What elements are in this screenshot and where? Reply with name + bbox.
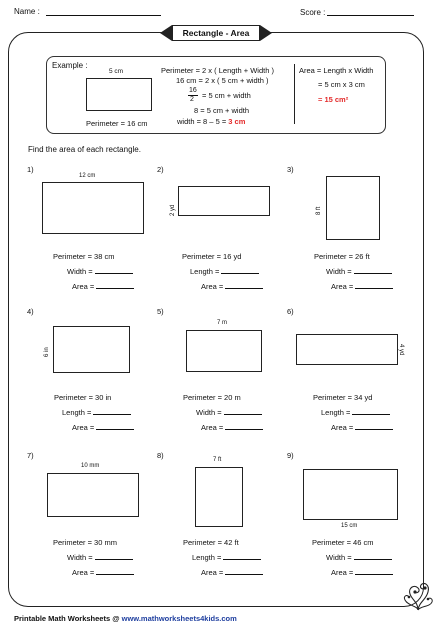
rectangle-figure [178,186,270,216]
problem-number: 7) [27,451,34,460]
banner-left-arrow-icon [160,25,172,41]
example-fraction-numerator: 16 [189,87,197,94]
footer-prefix: Printable Math Worksheets @ [14,614,120,623]
example-step-2: 16 cm = 2 x ( 5 cm + width ) [176,76,269,85]
example-step-4: 8 = 5 cm + width [194,106,250,115]
area-row [331,423,393,432]
answer-blank[interactable] [354,268,392,274]
perimeter-text: Perimeter = 30 mm [53,538,117,547]
problem-number: 5) [157,307,164,316]
name-label: Name : [14,7,40,16]
answer-blank[interactable] [354,554,392,560]
width-row [326,553,392,562]
width-row [196,408,262,417]
banner-right-arrow-icon [260,25,272,41]
perimeter-text: Perimeter = 30 in [54,393,112,402]
width-label: Width = [326,267,352,276]
area-label: Area = [331,423,354,432]
score-field[interactable] [327,15,414,16]
width-row [326,267,392,276]
area-label: Area = [201,282,224,291]
area-row [72,423,134,432]
side-label: 7 m [217,320,228,326]
example-step-1: Perimeter = 2 x ( Length + Width ) [161,66,274,75]
answer-blank[interactable] [95,554,133,560]
instruction-text: Find the area of each rectangle. [28,145,141,154]
length-row [321,408,390,417]
problem-number: 4) [27,307,34,316]
name-field[interactable] [46,15,161,16]
answer-blank[interactable] [95,268,133,274]
example-rectangle [86,78,152,111]
rectangle-figure [303,469,398,520]
perimeter-text: Perimeter = 20 m [183,393,241,402]
side-label: 4 yd [398,344,404,356]
problem-number: 8) [157,451,164,460]
answer-blank[interactable] [93,409,131,415]
rectangle-figure [47,473,139,517]
answer-blank[interactable] [352,409,390,415]
answer-blank[interactable] [225,283,263,289]
answer-blank[interactable] [355,283,393,289]
perimeter-text: Perimeter = 16 yd [182,252,242,261]
example-width-answer: 3 cm [228,117,246,126]
area-row [201,568,263,577]
side-label: 15 cm [341,523,358,529]
answer-blank[interactable] [96,424,134,430]
length-row [190,267,259,276]
example-fraction-denominator: 2 [190,96,194,103]
example-area-formula: Area = Length x Width [299,66,374,75]
area-label: Area = [331,568,354,577]
area-row [201,423,263,432]
answer-blank[interactable] [355,424,393,430]
side-label: 2 yd [170,204,176,216]
rectangle-figure [195,467,243,527]
length-label: Length = [62,408,92,417]
problem-number: 3) [287,165,294,174]
example-area-answer: = 15 cm² [318,95,349,104]
rectangle-figure [296,334,398,365]
perimeter-text: Perimeter = 46 cm [312,538,374,547]
length-label: Length = [192,553,222,562]
example-perimeter: Perimeter = 16 cm [86,119,148,128]
perimeter-text: Perimeter = 42 ft [183,538,239,547]
example-area-substitution: = 5 cm x 3 cm [318,80,365,89]
length-row [62,408,131,417]
answer-blank[interactable] [96,569,134,575]
area-label: Area = [331,282,354,291]
footer-link[interactable]: www.mathworksheets4kids.com [121,614,237,623]
rectangle-figure [186,330,262,372]
width-label: Width = [67,553,93,562]
side-label: 10 mm [81,463,100,469]
area-row [72,568,134,577]
score-label: Score : [300,8,326,17]
area-row [331,282,393,291]
area-row [201,282,263,291]
side-label: 12 cm [79,173,96,179]
length-row [192,553,261,562]
side-label: 7 ft [213,457,222,463]
width-label: Width = [67,267,93,276]
rectangle-figure [42,182,144,234]
answer-blank[interactable] [96,283,134,289]
example-step-3: = 5 cm + width [202,91,251,100]
problem-number: 6) [287,307,294,316]
answer-blank[interactable] [225,424,263,430]
footer [14,614,237,623]
width-label: Width = [196,408,222,417]
perimeter-text: Perimeter = 26 ft [314,252,370,261]
side-label: 6 in [44,347,50,357]
rectangle-figure [53,326,130,373]
rectangle-figure [326,176,380,240]
area-label: Area = [201,423,224,432]
perimeter-text: Perimeter = 38 cm [53,252,115,261]
page-title: Rectangle - Area [172,25,260,41]
length-label: Length = [321,408,351,417]
area-label: Area = [72,568,95,577]
example-divider [294,64,295,124]
problem-number: 2) [157,165,164,174]
area-label: Area = [201,568,224,577]
example-step-5-text: width = 8 – 5 = [177,117,227,126]
perimeter-text: Perimeter = 34 yd [313,393,373,402]
area-label: Area = [72,423,95,432]
answer-blank[interactable] [224,409,262,415]
answer-blank[interactable] [221,268,259,274]
length-label: Length = [190,267,220,276]
example-rect-label: 5 cm [109,68,124,75]
example-step-5 [177,117,245,126]
width-label: Width = [326,553,352,562]
title-banner [160,24,272,42]
answer-blank[interactable] [355,569,393,575]
width-row [67,553,133,562]
area-label: Area = [72,282,95,291]
area-row [331,568,393,577]
side-label: 8 ft [316,206,322,215]
answer-blank[interactable] [223,554,261,560]
answer-blank[interactable] [225,569,263,575]
problem-number: 1) [27,165,34,174]
example-label: Example : [52,61,88,70]
flourish-icon [400,572,436,612]
area-row [72,282,134,291]
problem-number: 9) [287,451,294,460]
width-row [67,267,133,276]
